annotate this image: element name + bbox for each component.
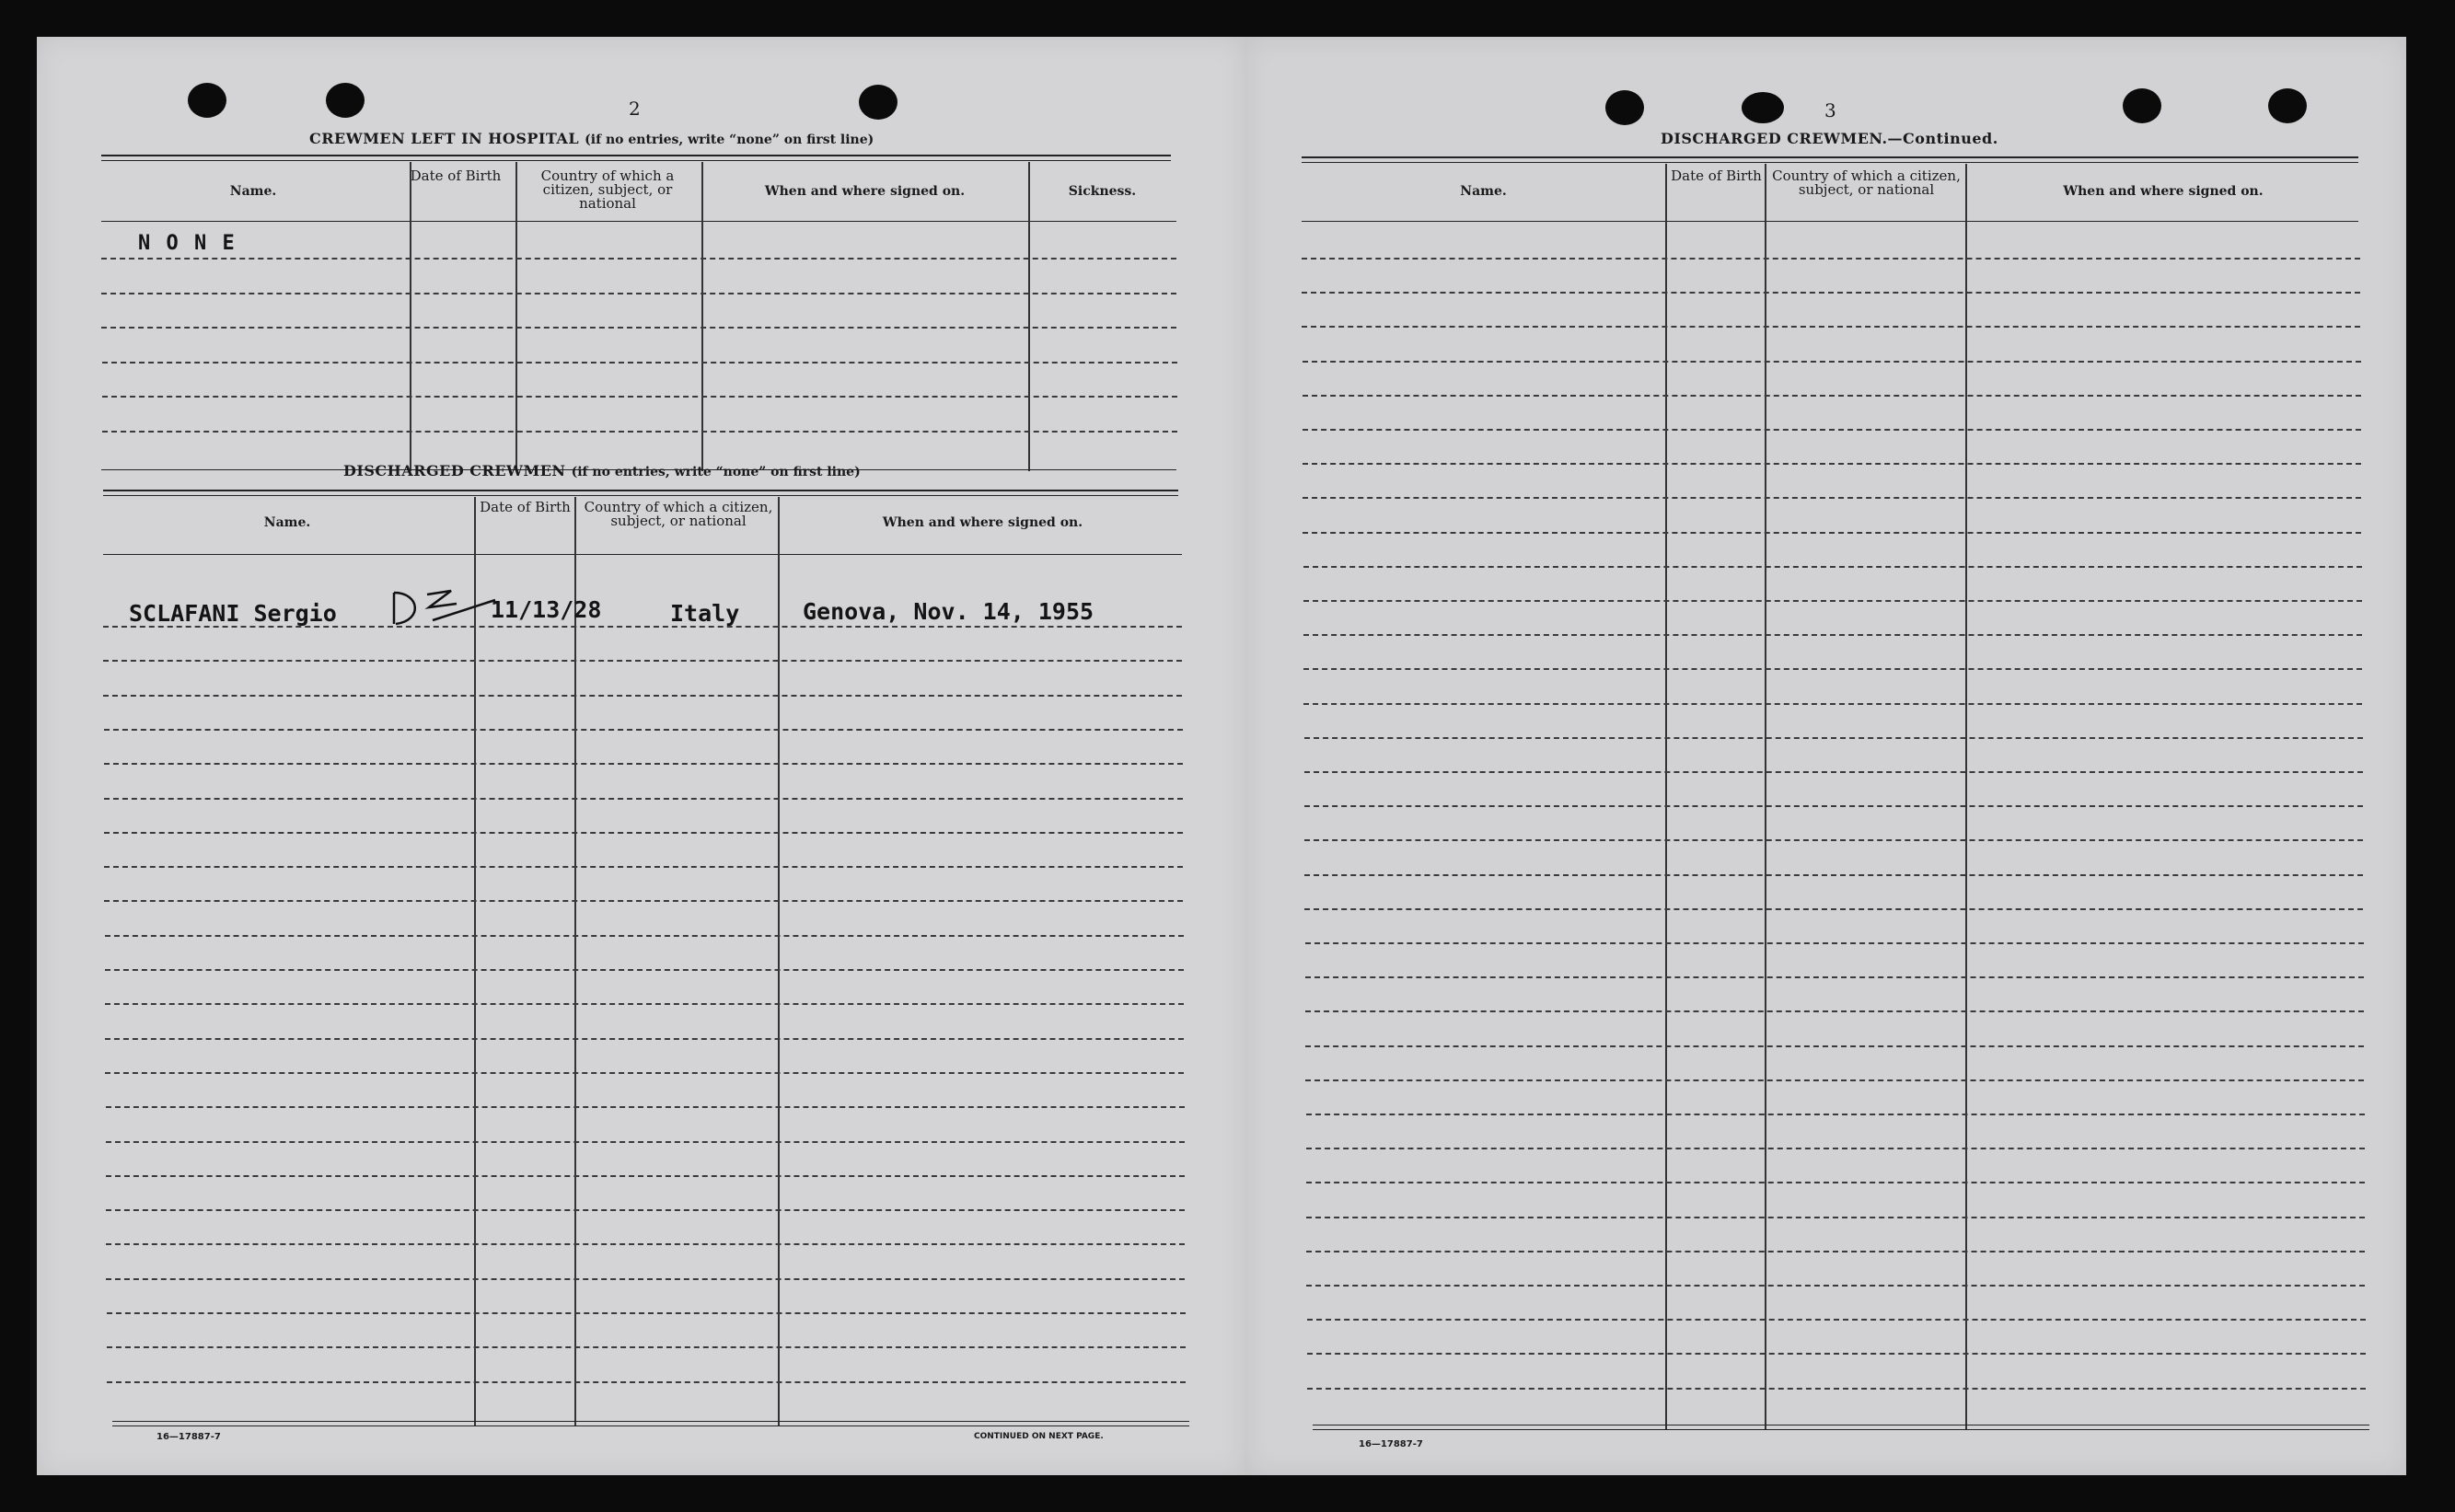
- ruled-line: [1303, 566, 2362, 568]
- col-name-header: Name.: [1460, 184, 1507, 199]
- table-bottom-rule: [1313, 1429, 2369, 1430]
- col-dob-header: Date of Birth: [410, 167, 502, 184]
- ruled-line: [106, 1209, 1185, 1211]
- ruled-line: [104, 798, 1183, 800]
- column-divider: [1965, 164, 1967, 1430]
- punch-hole: [859, 85, 897, 120]
- table-top-rule: [101, 160, 1171, 161]
- ruled-line: [1304, 805, 2363, 807]
- ruled-line: [1304, 737, 2363, 739]
- ruled-line: [1306, 1285, 2365, 1287]
- ruled-line: [106, 1278, 1185, 1280]
- column-divider: [410, 162, 411, 471]
- continued-note: CONTINUED ON NEXT PAGE.: [974, 1432, 1104, 1441]
- ruled-line: [102, 396, 1177, 398]
- ruled-line: [105, 969, 1184, 971]
- col-name-header: Name.: [263, 515, 311, 530]
- discharged-continued-title: DISCHARGED CREWMEN.—Continued.: [1661, 130, 1998, 147]
- col-when-where-header: When and where signed on.: [882, 515, 1083, 530]
- col-sickness-header: Sickness.: [1068, 184, 1137, 199]
- ruled-line: [107, 1312, 1186, 1314]
- ruled-line: [101, 293, 1176, 294]
- ruled-line: [104, 866, 1183, 868]
- ruled-line: [1302, 292, 2360, 294]
- table-top-rule: [1302, 156, 2358, 158]
- ruled-line: [1307, 1353, 2366, 1355]
- ruled-line: [104, 832, 1183, 834]
- table-bottom-rule: [112, 1425, 1189, 1426]
- ruled-line: [1306, 1148, 2365, 1149]
- discharged-title-text: DISCHARGED CREWMEN: [343, 462, 566, 479]
- hospital-title-text: CREWMEN LEFT IN HOSPITAL: [309, 130, 580, 147]
- table-top-rule: [103, 490, 1178, 491]
- col-country-header: Country of which a citizen, subject, or national: [1772, 167, 1961, 198]
- discharged-row-dob: 11/13/28: [491, 596, 602, 623]
- col-dob-header: Date of Birth: [480, 499, 571, 515]
- hospital-instruction: (if no entries, write “none” on first line): [585, 133, 874, 147]
- table-top-rule: [1302, 162, 2358, 163]
- ruled-line: [106, 1106, 1185, 1108]
- hospital-section-title: [309, 130, 874, 147]
- ruled-line: [101, 258, 1176, 260]
- ruled-line: [1306, 1114, 2365, 1115]
- ruled-line: [1302, 326, 2360, 328]
- form-number: 16—17887-7: [1359, 1439, 1423, 1449]
- discharged-row-country: Italy: [670, 600, 740, 627]
- header-bottom-rule: [101, 221, 1176, 222]
- punch-hole: [326, 83, 365, 118]
- ruled-line: [1303, 463, 2361, 465]
- ruled-line: [104, 729, 1183, 731]
- ruled-line: [1303, 703, 2362, 705]
- handwritten-mark: [387, 583, 515, 639]
- column-divider: [1765, 164, 1766, 1430]
- page-number: 2: [629, 98, 641, 120]
- punch-hole: [1605, 90, 1644, 125]
- discharged-instruction: (if no entries, write “none” on first line): [571, 465, 861, 479]
- right-form-page: [1245, 37, 2406, 1475]
- column-divider: [1028, 162, 1030, 471]
- ruled-line: [1303, 600, 2362, 602]
- ruled-line: [1307, 1319, 2366, 1321]
- column-divider: [778, 497, 780, 1426]
- ruled-line: [1303, 497, 2361, 499]
- col-dob-header: Date of Birth: [1671, 167, 1762, 184]
- hospital-entry-none: N O N E: [138, 232, 237, 255]
- ruled-line: [106, 1141, 1185, 1143]
- ruled-line: [1304, 839, 2363, 841]
- punch-hole: [1742, 92, 1784, 123]
- column-divider: [1665, 164, 1667, 1430]
- col-country-header: Country of which a citizen, subject, or national: [540, 167, 675, 212]
- col-country-header: Country of which a citizen, subject, or national: [584, 499, 773, 529]
- ruled-line: [1305, 942, 2364, 944]
- ruled-line: [1304, 771, 2363, 773]
- ruled-line: [105, 1003, 1184, 1005]
- column-divider: [574, 497, 576, 1426]
- ruled-line: [1303, 361, 2361, 363]
- ruled-line: [105, 1038, 1184, 1040]
- ruled-line: [1306, 1217, 2365, 1218]
- page-number: 3: [1824, 99, 1836, 121]
- ruled-line: [1303, 634, 2362, 636]
- discharged-section-title: [343, 462, 861, 479]
- punch-hole: [188, 83, 226, 118]
- form-number: 16—17887-7: [156, 1432, 221, 1442]
- ruled-line: [1307, 1388, 2366, 1390]
- punch-hole: [2123, 88, 2161, 123]
- ruled-line: [104, 763, 1183, 765]
- ruled-line: [103, 660, 1182, 662]
- ruled-line: [1303, 532, 2361, 534]
- ruled-line: [1303, 668, 2362, 670]
- ruled-line: [1302, 258, 2360, 260]
- ruled-line: [105, 1072, 1184, 1074]
- header-bottom-rule: [103, 554, 1182, 555]
- col-when-where-header: When and where signed on.: [764, 184, 966, 199]
- col-when-where-header: When and where signed on.: [2063, 184, 2264, 199]
- discharged-row-when-where: Genova, Nov. 14, 1955: [803, 598, 1094, 625]
- ruled-line: [101, 327, 1176, 329]
- ruled-line: [1305, 1079, 2364, 1081]
- table-top-rule: [103, 495, 1178, 496]
- column-divider: [701, 162, 703, 471]
- left-form-page: [37, 37, 1245, 1475]
- ruled-line: [106, 1243, 1185, 1245]
- ruled-line: [1305, 1045, 2364, 1047]
- ruled-line: [105, 935, 1184, 937]
- ruled-line: [103, 695, 1182, 697]
- ruled-line: [104, 900, 1183, 902]
- ruled-line: [102, 362, 1177, 364]
- ruled-line: [1306, 1182, 2365, 1183]
- header-bottom-rule: [1302, 221, 2358, 222]
- ruled-line: [1306, 1251, 2365, 1252]
- discharged-row-name: SCLAFANI Sergio: [129, 600, 337, 627]
- ruled-line: [1303, 395, 2361, 397]
- column-divider: [515, 162, 517, 471]
- table-bottom-rule: [112, 1421, 1189, 1422]
- ruled-line: [102, 431, 1177, 433]
- ruled-line: [107, 1381, 1186, 1383]
- ruled-line: [107, 1346, 1186, 1348]
- ruled-line: [1304, 908, 2363, 910]
- ruled-line: [1305, 976, 2364, 978]
- col-name-header: Name.: [229, 184, 277, 199]
- ruled-line: [1304, 874, 2363, 876]
- ruled-line: [1305, 1010, 2364, 1012]
- ruled-line: [106, 1175, 1185, 1177]
- ruled-line: [1303, 429, 2361, 431]
- punch-hole: [2268, 88, 2307, 123]
- table-top-rule: [101, 155, 1171, 156]
